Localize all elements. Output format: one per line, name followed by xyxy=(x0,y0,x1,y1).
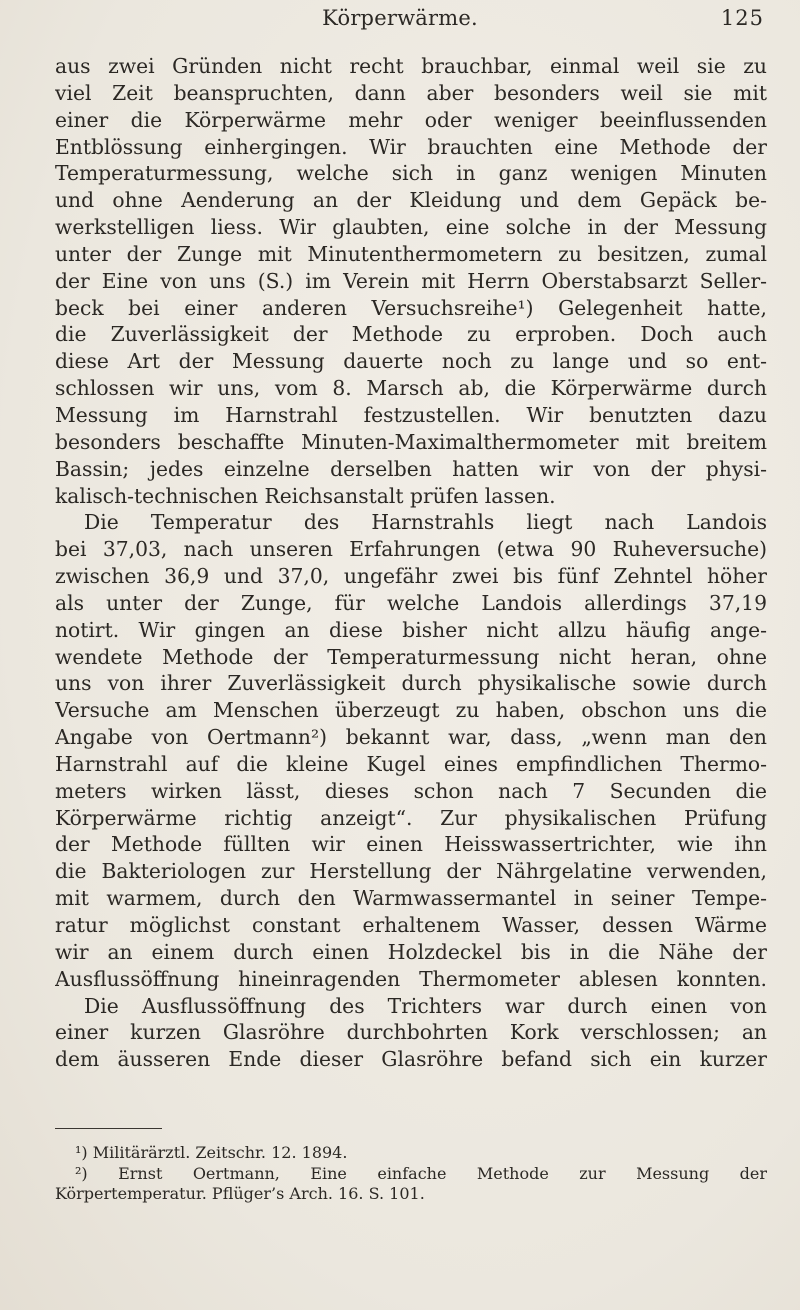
text-line: meters wirken lässt, dieses schon nach 7 Secunden die xyxy=(55,778,767,803)
text-line: Entblössung einhergingen. Wir brauchten eine Methode der xyxy=(55,134,767,159)
text-line: uns von ihrer Zuverlässigkeit durch physikalische sowie durch xyxy=(55,671,767,696)
footnote-2: ²) Ernst Oertmann, Eine einfache Methode zur Messung der xyxy=(75,1163,767,1183)
paragraph-start-line: Die Ausflussöffnung des Trichters war durch einen von xyxy=(84,993,767,1018)
text-line: Körperwärme richtig anzeigt“. Zur physikalischen Prüfung xyxy=(55,805,767,830)
text-line: der Eine von uns (S.) im Verein mit Herrn Oberstabsarzt Seller- xyxy=(55,268,767,293)
text-line: die Bakteriologen zur Herstellung der Nährgelatine verwenden, xyxy=(55,859,767,884)
text-line: wir an einem durch einen Holzdeckel bis in die Nähe der xyxy=(55,939,767,964)
text-line: Versuche am Menschen überzeugt zu haben, obschon uns die xyxy=(55,698,767,723)
text-line: wendete Methode der Temperaturmessung nicht heran, ohne xyxy=(55,644,767,669)
text-line: einer die Körperwärme mehr oder weniger beeinflussenden xyxy=(55,107,767,132)
text-line: Temperaturmessung, welche sich in ganz wenigen Minuten xyxy=(55,161,767,186)
text-line: bei 37,03, nach unseren Erfahrungen (etwa 90 Ruheversuche) xyxy=(55,537,767,562)
text-line: mit warmem, durch den Warmwassermantel in seiner Tempe- xyxy=(55,886,767,911)
running-head xyxy=(0,4,800,38)
text-line: Messung im Harnstrahl festzustellen. Wir benutzten dazu xyxy=(55,402,767,427)
text-line: einer kurzen Glasröhre durchbohrten Kork verschlossen; an xyxy=(55,1020,767,1045)
text-line: aus zwei Gründen nicht recht brauchbar, einmal weil sie zu xyxy=(55,54,767,78)
text-line: als unter der Zunge, für welche Landois allerdings 37,19 xyxy=(55,590,767,615)
text-line: Harnstrahl auf die kleine Kugel eines empfindlichen Thermo- xyxy=(55,751,767,776)
text-line: werkstelligen liess. Wir glaubten, eine solche in der Messung xyxy=(55,215,767,240)
paragraph-start-line: Die Temperatur des Harnstrahls liegt nach Landois xyxy=(84,510,767,535)
text-line: Angabe von Oertmann²) bekannt war, dass, „wenn man den xyxy=(55,725,767,750)
footnotes xyxy=(55,1143,767,1205)
text-line: die Zuverlässigkeit der Methode zu erproben. Doch auch xyxy=(55,322,767,347)
text-line: beck bei einer anderen Versuchsreihe¹) Gelegenheit hatte, xyxy=(55,295,767,320)
text-line: viel Zeit beanspruchten, dann aber besonders weil sie mit xyxy=(55,80,767,105)
text-line: diese Art der Messung dauerte noch zu lange und so ent- xyxy=(55,349,767,374)
page-number: 125 xyxy=(720,6,764,30)
footnote-divider xyxy=(55,1128,162,1129)
running-title: Körperwärme. xyxy=(322,6,478,30)
paragraph-end-line: kalisch-technischen Reichsanstalt prüfen lassen. xyxy=(55,483,556,508)
text-line: und ohne Aenderung an der Kleidung und dem Gepäck be- xyxy=(55,188,767,213)
footnote-2-continuation: Körpertemperatur. Pflüger’s Arch. 16. S. 101. xyxy=(55,1184,425,1203)
text-line: unter der Zunge mit Minutenthermometern zu besitzen, zumal xyxy=(55,241,767,266)
text-line: besonders beschaffte Minuten-Maximalthermometer mit breitem xyxy=(55,429,767,454)
text-line: schlossen wir uns, vom 8. Marsch ab, die Körperwärme durch xyxy=(55,376,767,401)
body-text xyxy=(55,53,767,1073)
footnote-1: ¹) Militärärztl. Zeitschr. 12. 1894. xyxy=(75,1143,348,1162)
text-line: ratur möglichst constant erhaltenem Wasser, dessen Wärme xyxy=(55,913,767,937)
text-line: Bassin; jedes einzelne derselben hatten wir von der physi- xyxy=(55,456,767,481)
text-line: dem äusseren Ende dieser Glasröhre befand sich ein kurzer xyxy=(55,1047,767,1072)
text-line: der Methode füllten wir einen Heisswassertrichter, wie ihn xyxy=(55,832,767,857)
text-line: notirt. Wir gingen an diese bisher nicht allzu häufig ange- xyxy=(55,617,767,642)
text-line: zwischen 36,9 und 37,0, ungefähr zwei bis fünf Zehntel höher xyxy=(55,564,767,589)
text-line: Ausflussöffnung hineinragenden Thermometer ablesen konnten. xyxy=(55,966,767,991)
